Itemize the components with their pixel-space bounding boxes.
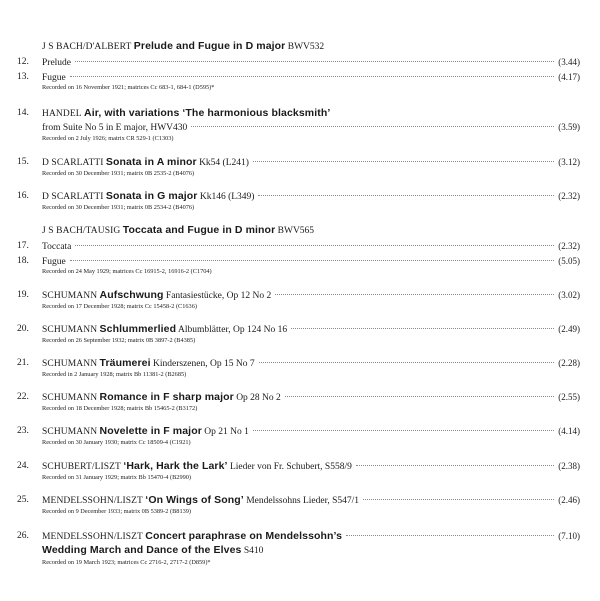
recording-info: Recorded on 30 December 1931; matrix 0B 2534-2 (B4076) [42, 204, 195, 211]
track-number: 25. [17, 495, 29, 505]
duration: (4.17) [558, 72, 580, 82]
composer: D SCARLATTI [42, 192, 104, 202]
track-number: 16. [17, 191, 29, 201]
recording-info: Recorded on 2 July 1926; matrix CR 529-1 (C1303) [42, 135, 174, 142]
work-title: Novelette in F major [99, 425, 202, 437]
composer: MENDELSSOHN/LISZT [42, 532, 143, 542]
track-line [42, 357, 580, 370]
track-title-group [42, 425, 249, 438]
track-title-group [42, 190, 254, 203]
track-line [42, 494, 580, 507]
track-title-group [42, 289, 271, 302]
track-line [42, 190, 580, 203]
duration: (3.44) [558, 57, 580, 67]
recording-info: Recorded on 26 September 1932; matrix 0B 3897-2 (B4385) [42, 337, 196, 344]
dot-leader [75, 61, 554, 62]
catalogue-number: BWV565 [277, 226, 315, 236]
dot-leader [259, 362, 555, 363]
track-number: 14. [17, 108, 29, 118]
track-title-group [42, 107, 330, 120]
track-line [42, 156, 580, 169]
work-title: Träumerei [99, 357, 151, 369]
track-title-group [42, 530, 342, 543]
track-line [42, 71, 580, 84]
dot-leader [258, 195, 554, 196]
track-line [42, 425, 580, 438]
work-title: ‘On Wings of Song’ [145, 494, 244, 506]
track-number: 21. [17, 358, 29, 368]
track-title-group [42, 391, 281, 404]
track-title-group [42, 494, 359, 507]
recording-info: Recorded on 24 May 1929; matrices Cc 16915-2, 16916-2 (C1704) [42, 268, 212, 275]
track-line [42, 107, 580, 120]
work-detail: Kinderszenen, Op 15 No 7 [153, 359, 255, 369]
track-title-group [42, 323, 287, 336]
track-line [42, 530, 580, 543]
track-number: 19. [17, 290, 29, 300]
recording-info: Recorded on 19 March 1923; matrices Cc 2716-2, 2717-2 (D859)* [42, 559, 211, 566]
duration: (2.38) [558, 461, 580, 471]
track-line [42, 255, 580, 268]
track-number: 13. [17, 72, 29, 82]
duration: (2.55) [558, 392, 580, 402]
work-title: Sonata in G major [105, 190, 198, 202]
work-title: Air, with variations ‘The harmonious blacksmith’ [84, 107, 331, 119]
movement-title: Fugue [42, 257, 66, 267]
recording-info: Recorded on 9 December 1933; matrix 0B 5389-2 (B8139) [42, 508, 191, 515]
work-detail: Albumblätter, Op 124 No 16 [177, 325, 288, 335]
work-detail: Kk146 (L349) [199, 192, 255, 202]
dot-leader [191, 126, 554, 127]
composer: MENDELSSOHN/LISZT [42, 496, 143, 506]
track-line [42, 240, 580, 253]
track-title-group [42, 156, 249, 169]
track-number: 18. [17, 256, 29, 266]
work-title: Concert paraphrase on Mendelssohn’s [145, 530, 343, 542]
duration: (2.28) [558, 358, 580, 368]
recording-info: Recorded on 17 December 1928; matrix Cc 15458-2 (C1636) [42, 303, 197, 310]
work-title: Wedding March and Dance of the Elves [42, 544, 242, 556]
dot-leader [70, 260, 555, 261]
track-title-group [42, 357, 255, 370]
track-number: 17. [17, 241, 29, 251]
recording-info: Recorded in 2 January 1928; matrix Bb 11381-2 (B2685) [42, 371, 187, 378]
work-detail: Op 21 No 1 [204, 427, 249, 437]
dot-leader [285, 396, 554, 397]
track-line [42, 391, 580, 404]
work-detail: Kk54 (L241) [199, 158, 249, 168]
track-number: 23. [17, 426, 29, 436]
work-heading [42, 40, 580, 53]
duration: (3.12) [558, 157, 580, 167]
movement-title: Fugue [42, 73, 66, 83]
composer: SCHUMANN [42, 427, 98, 437]
track-number: 22. [17, 392, 29, 402]
duration: (4.14) [558, 426, 580, 436]
work-title: ‘Hark, Hark the Lark’ [123, 460, 228, 472]
recording-info: Recorded on 16 November 1921; matrices Cc 683-1, 684-1 (D595)* [42, 84, 215, 91]
track-number: 12. [17, 57, 29, 67]
recording-info: Recorded on 30 December 1931; matrix 0B 2535-2 (B4076) [42, 170, 195, 177]
composer: SCHUMANN [42, 291, 98, 301]
dot-leader [70, 76, 555, 77]
composer: HANDEL [42, 109, 82, 119]
composer: J S BACH/D'ALBERT [42, 42, 132, 52]
track-number: 26. [17, 531, 29, 541]
composer: D SCARLATTI [42, 158, 104, 168]
work-detail: from Suite No 5 in E major, HWV430 [42, 123, 188, 133]
track-number: 24. [17, 461, 29, 471]
track-line-continued [42, 121, 580, 134]
track-title-group [42, 460, 352, 473]
composer: SCHUBERT/LISZT [42, 462, 121, 472]
work-title: Romance in F sharp major [99, 391, 234, 403]
movement-title: Prelude [42, 58, 72, 68]
duration: (5.05) [558, 256, 580, 266]
track-line [42, 56, 580, 69]
track-line-continued [42, 544, 263, 557]
composer: SCHUMANN [42, 325, 98, 335]
dot-leader [291, 328, 554, 329]
duration: (2.32) [558, 241, 580, 251]
dot-leader [75, 245, 554, 246]
dot-leader [275, 294, 554, 295]
dot-leader [356, 465, 554, 466]
dot-leader [253, 161, 554, 162]
dot-leader [253, 430, 554, 431]
track-line [42, 323, 580, 336]
catalogue-number: BWV532 [287, 42, 325, 52]
work-heading [42, 224, 580, 237]
composer: SCHUMANN [42, 393, 98, 403]
composer: J S BACH/TAUSIG [42, 226, 121, 236]
track-number: 15. [17, 157, 29, 167]
track-line [42, 460, 580, 473]
movement-title: Toccata [42, 242, 72, 252]
work-detail: Lieder von Fr. Schubert, S558/9 [229, 462, 352, 472]
recording-info: Recorded on 18 December 1928; matrix Bb 15465-2 (B3172) [42, 405, 198, 412]
work-title: Sonata in A minor [105, 156, 197, 168]
dot-leader [346, 535, 554, 536]
dot-leader [363, 499, 554, 500]
work-detail: Fantasiestücke, Op 12 No 2 [165, 291, 272, 301]
work-title: Aufschwung [99, 289, 164, 301]
duration: (3.02) [558, 290, 580, 300]
duration: (2.46) [558, 495, 580, 505]
work-title: Toccata and Fugue in D minor [122, 224, 276, 236]
recording-info: Recorded on 30 January 1930; matrix Cc 18509-4 (C1921) [42, 439, 191, 446]
duration: (7.10) [558, 531, 580, 541]
track-line [42, 289, 580, 302]
recording-info: Recorded on 31 January 1929; matrix Bb 15470-4 (B2990) [42, 474, 192, 481]
work-detail: Mendelssohns Lieder, S547/1 [246, 496, 360, 506]
track-number: 20. [17, 324, 29, 334]
duration: (3.59) [558, 122, 580, 132]
work-title: Schlummerlied [99, 323, 177, 335]
work-detail: Op 28 No 2 [236, 393, 281, 403]
duration: (2.32) [558, 191, 580, 201]
composer: SCHUMANN [42, 359, 98, 369]
catalogue-number: S410 [243, 546, 264, 556]
work-title: Prelude and Fugue in D major [133, 40, 286, 52]
duration: (2.49) [558, 324, 580, 334]
